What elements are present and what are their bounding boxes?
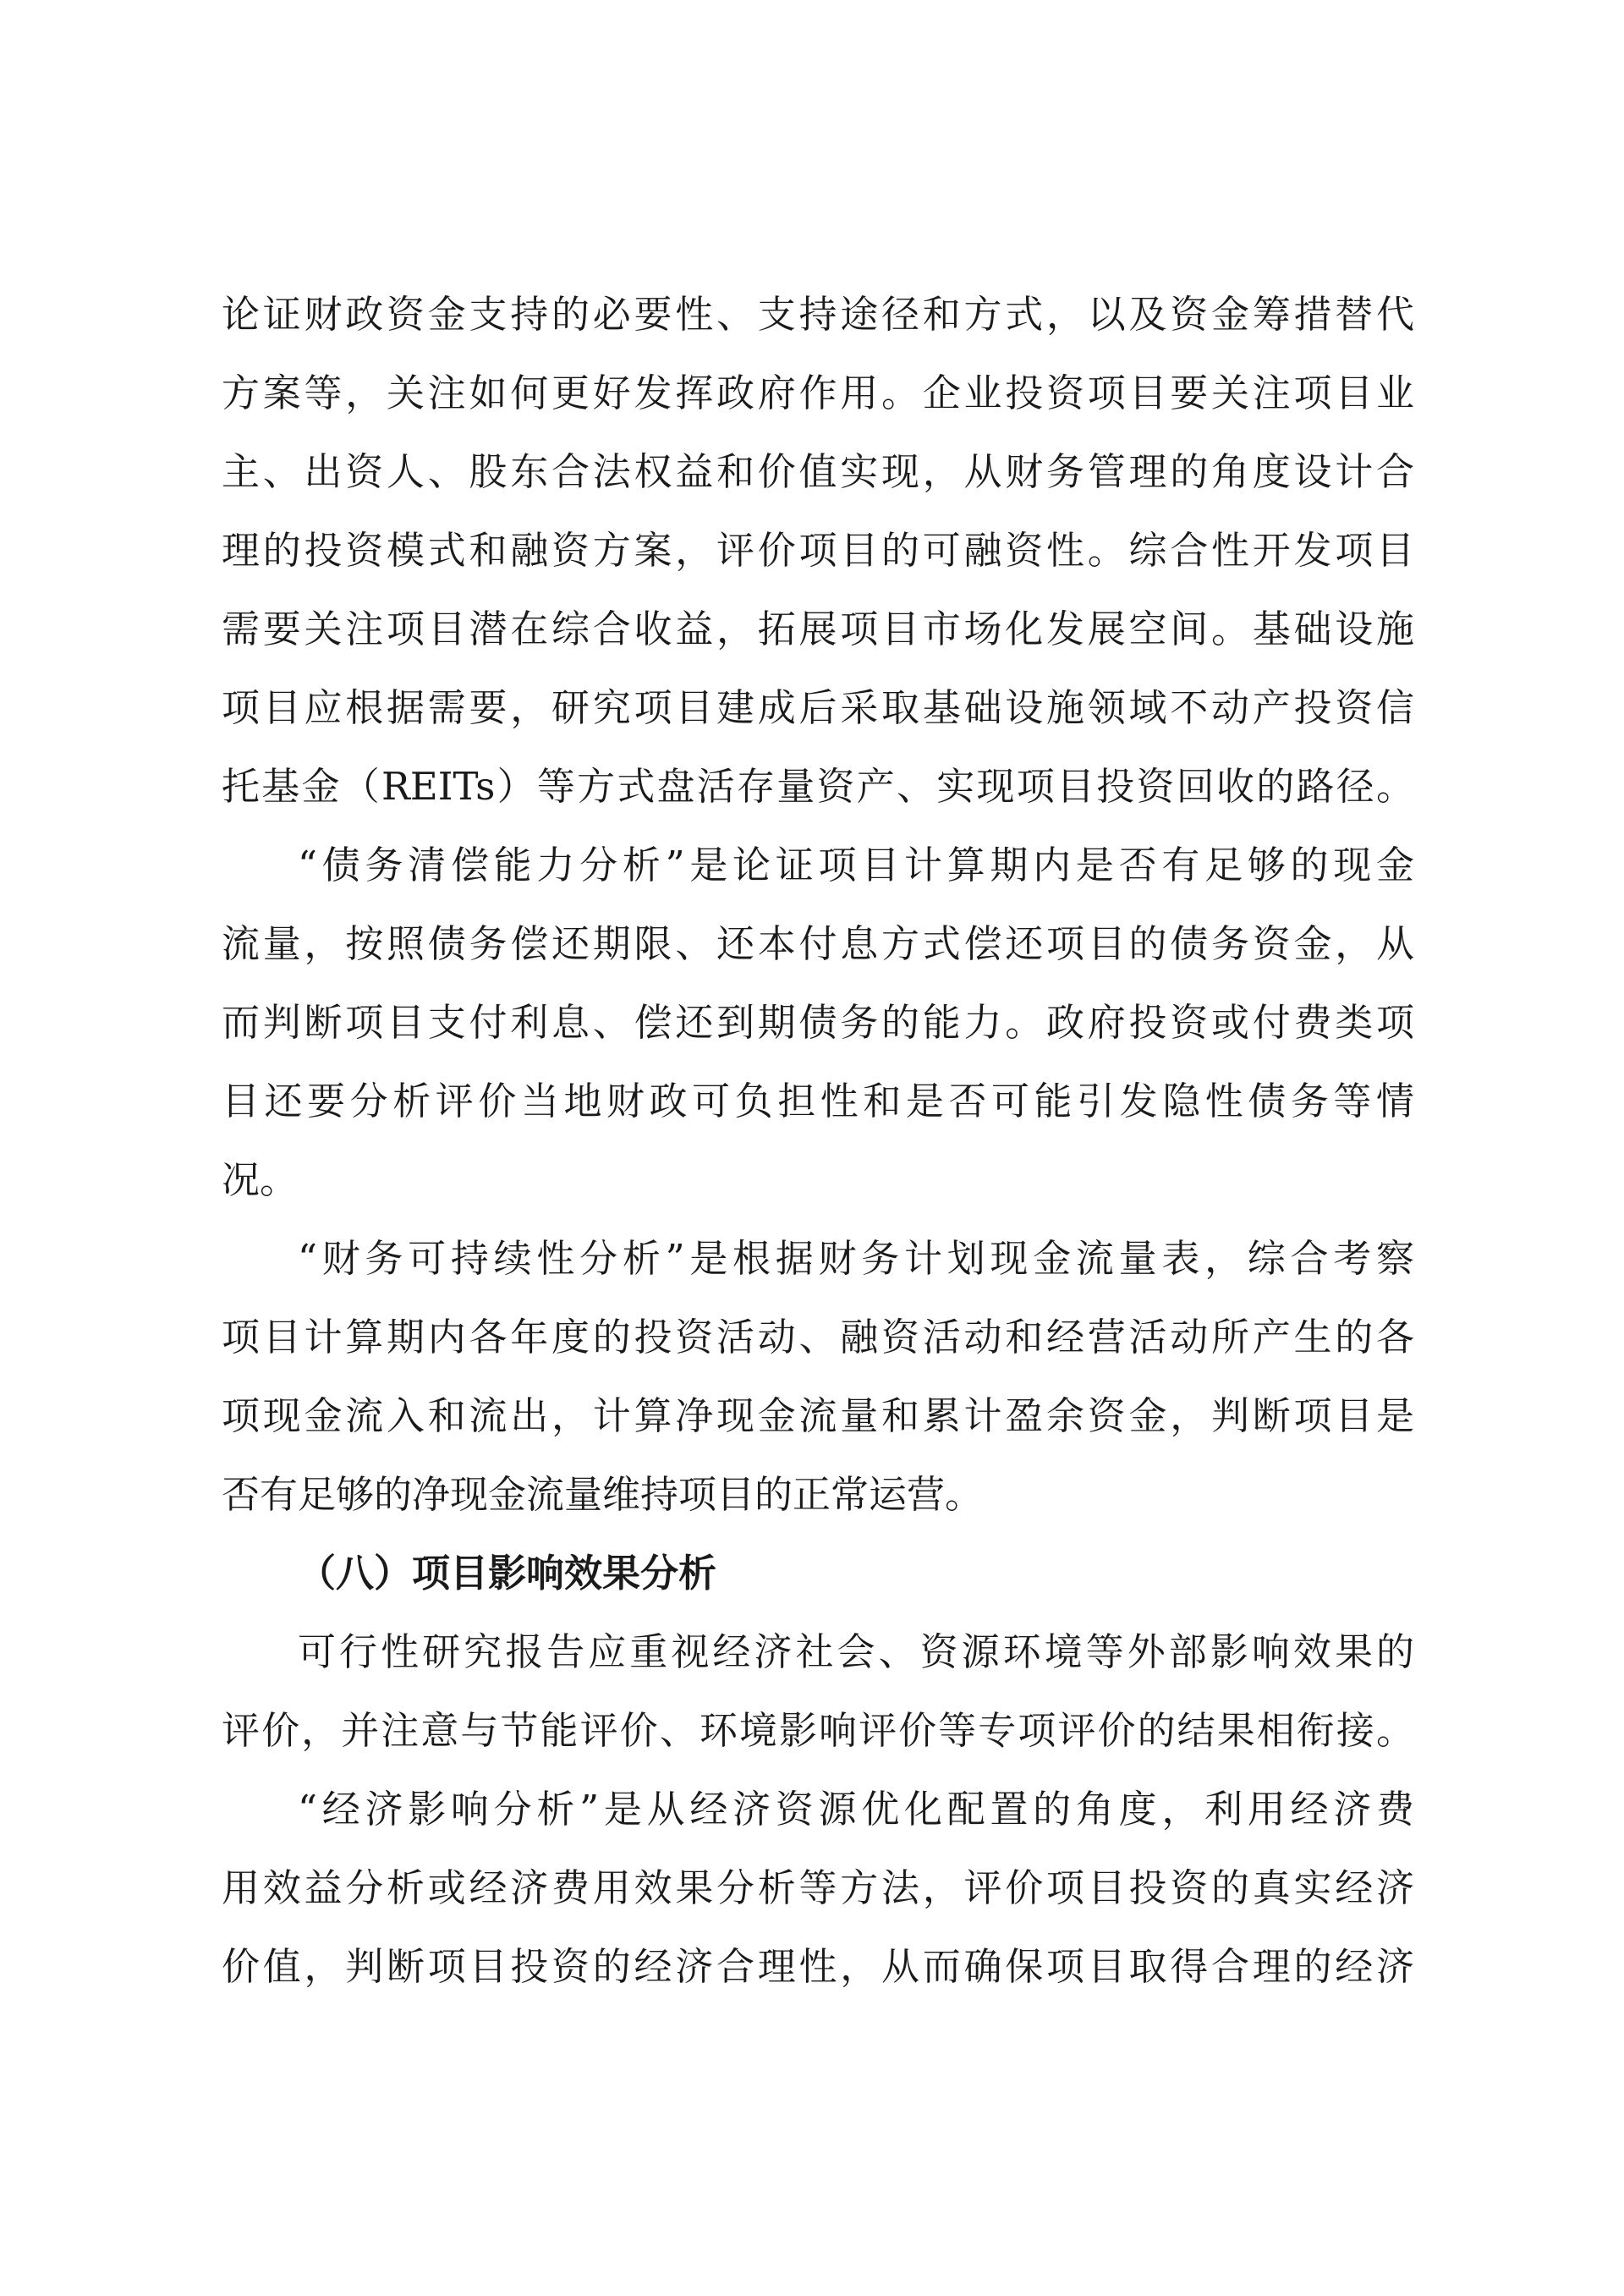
- paragraph-line: 可行性研究报告应重视经济社会、资源环境等外部影响效果的: [298, 1629, 1414, 1674]
- paragraph-line: 流量，按照债务偿还期限、还本付息方式偿还项目的债务资金，从: [222, 921, 1414, 966]
- paragraph-line: “经济影响分析”是从经济资源优化配置的角度，利用经济费: [298, 1787, 1414, 1832]
- paragraph-line: 况。: [222, 1157, 299, 1202]
- paragraph-line: 评价，并注意与节能评价、环境影响评价等专项评价的结果相衔接。: [222, 1708, 1414, 1753]
- paragraph-line: 论证财政资金支持的必要性、支持途径和方式，以及资金筹措替代: [222, 292, 1414, 337]
- paragraph-line: “债务清偿能力分析”是论证项目计算期内是否有足够的现金: [298, 843, 1414, 887]
- paragraph-line: 而判断项目支付利息、偿还到期债务的能力。政府投资或付费类项: [222, 1000, 1414, 1045]
- paragraph-line: 项目应根据需要，研究项目建成后采取基础设施领域不动产投资信: [222, 685, 1414, 730]
- section-heading: （八）项目影响效果分析: [298, 1551, 717, 1596]
- paragraph-line: 用效益分析或经济费用效果分析等方法，评价项目投资的真实经济: [222, 1865, 1414, 1910]
- paragraph-line: 需要关注项目潜在综合收益，拓展项目市场化发展空间。基础设施: [222, 607, 1414, 651]
- body-text: [222, 275, 1414, 2006]
- paragraph-line: 目还要分析评价当地财政可负担性和是否可能引发隐性债务等情: [222, 1079, 1414, 1123]
- paragraph-line: 方案等，关注如何更好发挥政府作用。企业投资项目要关注项目业: [222, 371, 1414, 415]
- paragraph-line: “财务可持续性分析”是根据财务计划现金流量表，综合考察: [298, 1236, 1414, 1281]
- paragraph-line: 理的投资模式和融资方案，评价项目的可融资性。综合性开发项目: [222, 528, 1414, 573]
- paragraph-line: 托基金（REITs）等方式盘活存量资产、实现项目投资回收的路径。: [222, 764, 1414, 809]
- paragraph-line: 否有足够的净现金流量维持项目的正常运营。: [222, 1472, 984, 1517]
- paragraph-line: 主、出资人、股东合法权益和价值实现，从财务管理的角度设计合: [222, 449, 1414, 494]
- paragraph-line: 项目计算期内各年度的投资活动、融资活动和经营活动所产生的各: [222, 1315, 1414, 1359]
- paragraph-line: 项现金流入和流出，计算净现金流量和累计盈余资金，判断项目是: [222, 1393, 1414, 1438]
- paragraph-line: 价值，判断项目投资的经济合理性，从而确保项目取得合理的经济: [222, 1944, 1414, 1989]
